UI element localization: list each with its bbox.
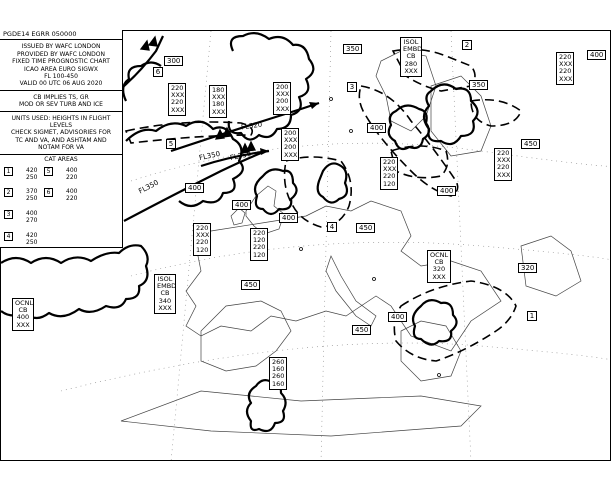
turb-box [168,83,186,116]
turb-line: 220 [171,84,184,92]
cb-line: OCNL [430,251,449,259]
turb-box [281,128,299,161]
tropopause-level: 400 [388,312,407,322]
turb-line: 220 [196,238,209,247]
legend-line: ICAO AREA EURO SIGWX [24,65,98,73]
cat-number: 6 [44,188,53,197]
units-note-line: NOTAM FOR VA [38,144,84,152]
tropopause-level: 400 [587,50,606,60]
turb-line: 180 [212,86,225,94]
cb-box [427,250,451,283]
cb-line: XXX [16,320,30,329]
cat-marker: 6 [153,67,163,77]
turb-box [380,157,398,190]
tropopause-level: 350 [343,44,362,54]
turb-line: 220 [383,172,396,181]
cat-marker: 2 [462,40,472,50]
turb-line: 220 [497,163,510,172]
turb-line: XXX [212,107,226,116]
cat-bottom: 220 [66,195,78,202]
tropopause-level: 320 [518,263,537,273]
cat-top: 420 [26,167,38,174]
cat-top: 400 [66,188,78,195]
turb-line: 260 [272,358,285,366]
cb-line: 320 [432,265,446,274]
cat-area-3 [4,210,37,224]
turb-line: 220 [559,67,572,76]
turb-line: XXX [284,136,298,145]
cb-line: ISOL [403,38,419,46]
coastlines [121,51,581,436]
legend-line: ISSUED BY WAFC LONDON [21,43,101,51]
turb-line: 200 [284,143,297,152]
turb-line: XXX [497,170,511,179]
jet-label: FL350 [137,178,160,196]
cb-note-line: CB IMPLIES TS, GR [33,93,89,101]
jet-label: FL320 [240,120,263,132]
cb-line: 280 [404,59,418,68]
turb-line: 220 [559,53,572,61]
turb-line: XXX [497,156,511,165]
turb-line: XXX [276,104,290,113]
cb-line: CB [406,52,416,61]
turb-line: 200 [276,83,289,91]
cb-line: CB [18,306,28,315]
turb-line: XXX [559,60,573,69]
cat-marker: 3 [347,82,357,92]
legend-line: FL 100-450 [44,73,78,81]
turb-line: XXX [171,91,185,100]
turb-line: 160 [272,379,285,388]
turb-line: XXX [276,90,290,99]
turb-line: 160 [272,365,285,374]
tropopause-level: 300 [164,56,183,66]
tropopause-level: 400 [367,123,386,133]
cat-marker: 1 [527,311,537,321]
cat-marker: 5 [166,139,176,149]
turb-line: 220 [497,149,510,157]
units-note-line: UNITS USED: HEIGHTS IN FLIGHT LEVELS [11,114,111,130]
turb-line: 220 [171,98,184,107]
cat-area-1 [4,167,37,181]
cat-number: 1 [4,167,13,176]
cb-box [12,298,34,331]
turb-line: XXX [196,231,210,240]
cat-top: 420 [26,232,38,239]
cb-note [0,90,122,111]
cat-area-2 [4,188,37,202]
turb-box [269,357,287,390]
turb-box [556,52,574,85]
turb-line: 120 [383,179,396,188]
cb-line: XXX [432,272,446,281]
cat-number: 4 [4,232,13,241]
cat-bottom: 250 [26,239,38,246]
chart-id: PGDE14 EGRR 050000 [0,30,122,40]
cb-line: EMBD [157,282,177,291]
tropopause-level: 450 [352,325,371,335]
cat-areas-title: CAT AREAS [0,154,122,165]
cat-top: 400 [26,210,38,217]
cb-line: CB [434,258,444,267]
cat-number: 2 [4,188,13,197]
cb-note-line: MOD OR SEV TURB AND ICE [19,101,103,109]
jet-label: FL350 [229,149,252,163]
turb-line: XXX [212,93,226,102]
turb-line: 220 [253,229,266,237]
cat-area-5 [44,167,77,181]
turb-line: 120 [253,250,266,259]
cat-bottom: 220 [66,174,78,181]
turb-box [494,148,512,181]
cb-line: XXX [158,303,172,312]
legend-line: PROVIDED BY WAFC LONDON [16,50,105,58]
cb-line: ISOL [157,275,173,283]
tropopause-level: 400 [437,186,456,196]
graticule [61,31,611,461]
cat-bottom: 270 [26,217,38,224]
tropopause-level: 450 [241,280,260,290]
cb-line: CB [160,289,170,298]
units-note-line: CHECK SIGMET, ADVISORIES FOR [10,129,111,137]
turb-box [250,228,268,261]
tropopause-level: 450 [521,139,540,149]
legend-panel [0,30,123,248]
cat-number: 3 [4,210,13,219]
tropopause-level: 400 [232,200,251,210]
turb-line: 220 [253,243,266,252]
cb-box [400,37,422,77]
cat-area-6 [44,188,77,202]
turb-box [209,85,227,118]
issue-block [0,40,122,89]
tropopause-level: 450 [356,223,375,233]
tropopause-level: 400 [279,213,298,223]
legend-line: FIXED TIME PROGNOSTIC CHART [12,58,110,66]
cb-line: EMBD [403,45,423,54]
cb-line: OCNL [15,299,34,307]
turb-line: 120 [253,236,266,245]
turb-line: 120 [196,245,209,254]
turb-line: 180 [212,100,225,109]
cat-bottom: 250 [26,195,38,202]
cat-number: 5 [44,167,53,176]
legend-line: VALID 00 UTC 06 AUG 2020 [19,80,103,88]
turb-line: XXX [559,74,573,83]
cb-box [154,274,176,314]
cat-bottom: 250 [26,174,38,181]
jet-label: FL350 [198,149,221,163]
turb-line: 200 [276,97,289,106]
turb-box [273,82,291,115]
cb-line: 340 [158,296,172,305]
cat-marker: 4 [327,222,337,232]
units-note-line: TC AND VA, AND ASHTAM AND [15,136,107,144]
turb-line: 220 [196,224,209,232]
turb-line: 220 [383,158,396,166]
turb-line: 260 [272,372,285,381]
cb-line: XXX [404,66,418,75]
cat-top: 370 [26,188,38,195]
tropopause-level: 350 [469,80,488,90]
cat-top: 400 [66,167,78,174]
tropopause-level: 400 [185,183,204,193]
turb-line: XXX [284,150,298,159]
cat-area-4 [4,232,37,246]
turb-box [193,223,211,256]
cb-line: 400 [16,313,30,322]
turb-line: 200 [284,129,297,137]
turb-line: XXX [171,105,185,114]
turb-line: XXX [383,165,397,174]
units-note [0,111,122,154]
